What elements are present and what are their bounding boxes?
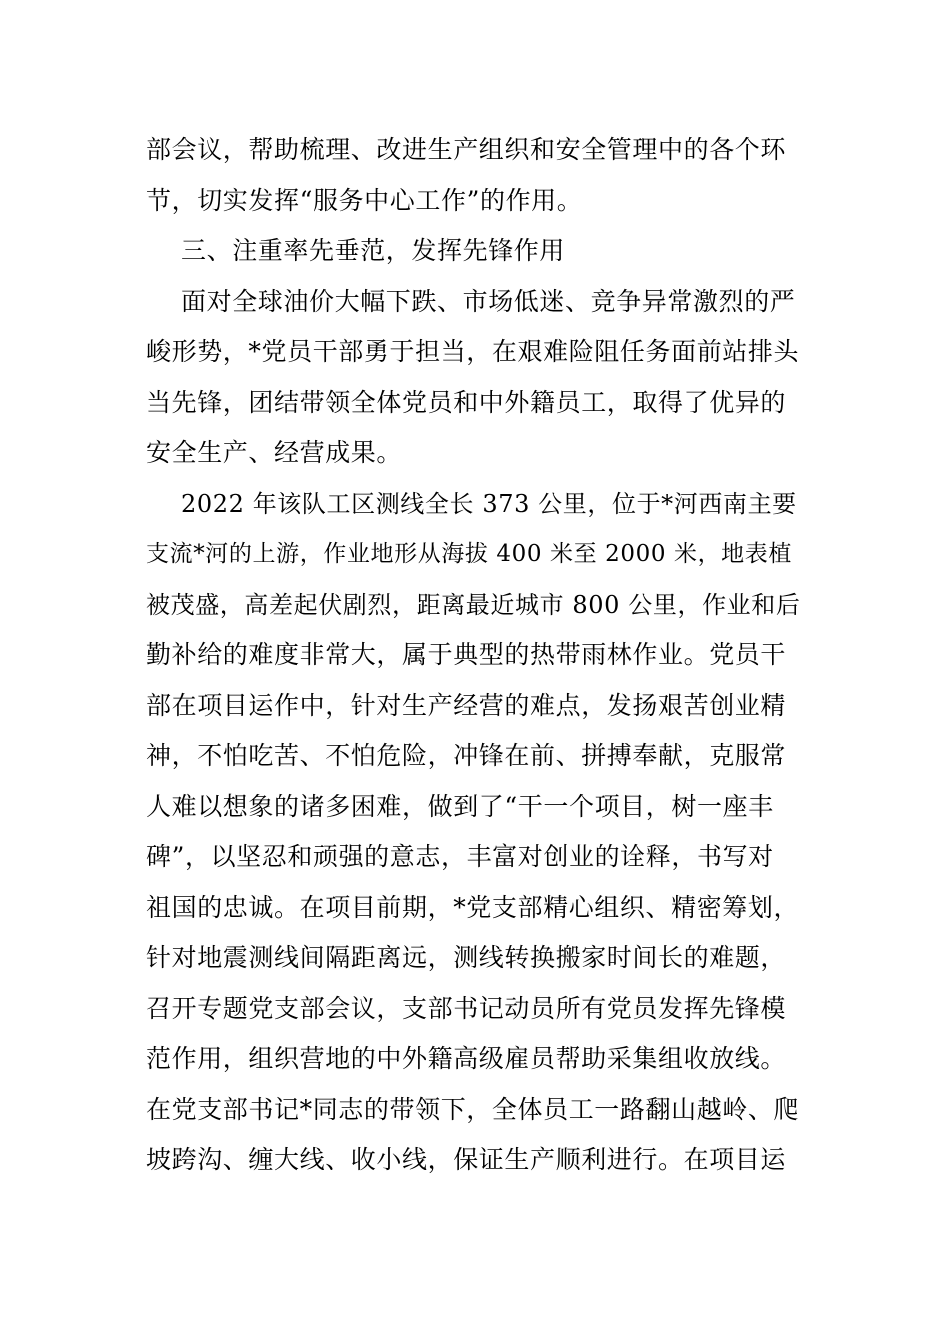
text-line: 被茂盛，高差起伏剧烈，距离最近城市 800 公里，作业和后 bbox=[146, 591, 801, 619]
text-line: 神，不怕吃苦、不怕危险，冲锋在前、拼搏奉献，克服常 bbox=[146, 741, 787, 770]
text-line: 峻形势，*党员干部勇于担当，在艰难险阻任务面前站排头 bbox=[146, 337, 800, 366]
section-heading: 三、注重率先垂范，发挥先锋作用 bbox=[181, 236, 566, 265]
text-line: 碑”，以坚忍和顽强的意志，丰富对创业的诠释，书写对 bbox=[146, 842, 774, 871]
text-line: 支流*河的上游，作业地形从海拔 400 米至 2000 米，地表植 bbox=[146, 541, 792, 567]
text-line: 范作用，组织营地的中外籍高级雇员帮助采集组收放线。 bbox=[146, 1044, 787, 1073]
text-line: 坡跨沟、缠大线、收小线，保证生产顺利进行。在项目运 bbox=[146, 1145, 787, 1174]
paragraph-first-line: 2022 年该队工区测线全长 373 公里，位于*河西南主要 bbox=[181, 490, 797, 518]
text-line: 部会议，帮助梳理、改进生产组织和安全管理中的各个环 bbox=[146, 135, 787, 164]
text-line: 部在项目运作中，针对生产经营的难点，发扬艰苦创业精 bbox=[146, 691, 787, 720]
text-line: 在党支部书记*同志的带领下，全体员工一路翻山越岭、爬 bbox=[146, 1095, 800, 1124]
text-line: 节，切实发挥“服务中心工作”的作用。 bbox=[146, 186, 583, 215]
text-line: 当先锋，团结带领全体党员和中外籍员工，取得了优异的 bbox=[146, 388, 787, 417]
text-line: 安全生产、经营成果。 bbox=[146, 438, 403, 467]
paragraph-first-line: 面对全球油价大幅下跌、市场低迷、竞争异常激烈的严 bbox=[181, 287, 796, 316]
text-line: 祖国的忠诚。在项目前期，*党支部精心组织、精密筹划， bbox=[146, 893, 800, 922]
text-line: 人难以想象的诸多困难，做到了“干一个项目，树一座丰 bbox=[146, 792, 774, 821]
text-line: 召开专题党支部会议，支部书记动员所有党员发挥先锋模 bbox=[146, 994, 787, 1023]
text-line: 针对地震测线间隔距离远，测线转换搬家时间长的难题， bbox=[146, 943, 787, 972]
text-line: 勤补给的难度非常大，属于典型的热带雨林作业。党员干 bbox=[146, 640, 787, 669]
